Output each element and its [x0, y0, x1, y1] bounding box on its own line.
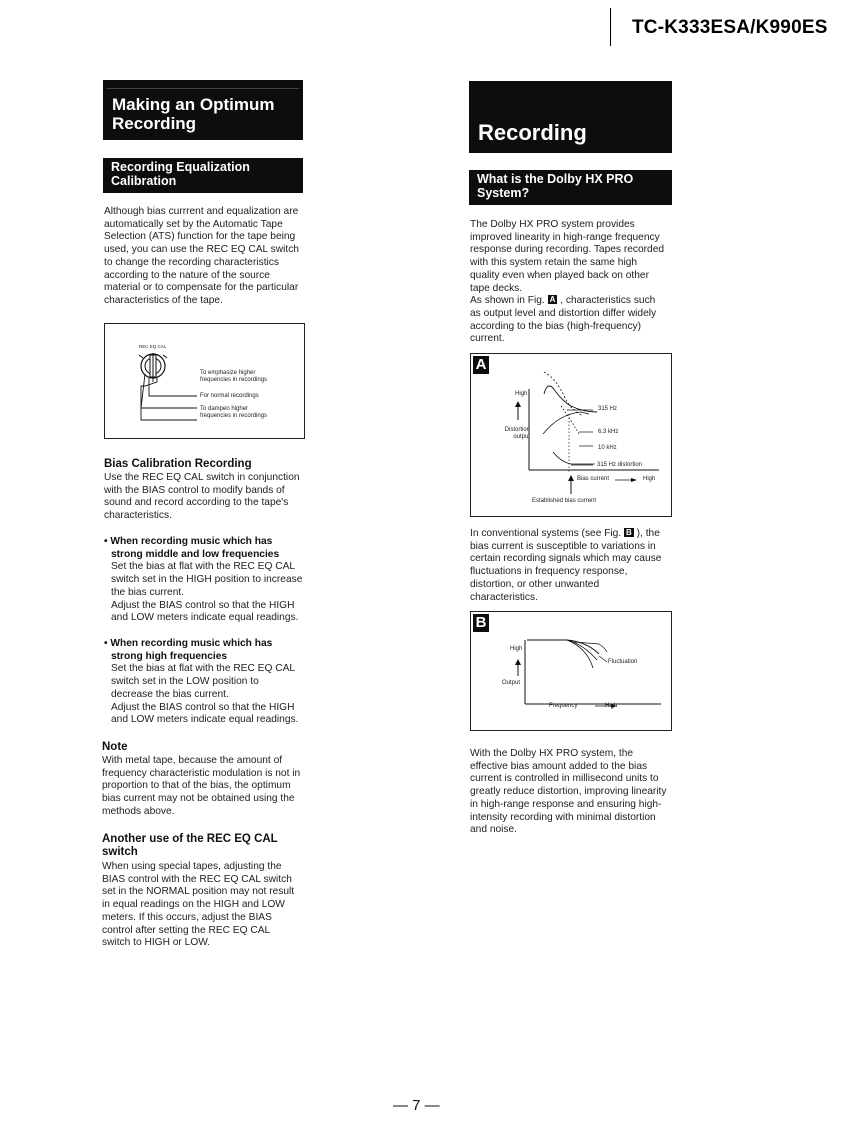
bullet-middle-low: • When recording music which has strong middle and low frequencies Set the bias at flat with the REC EQ CAL switch set in the HIGH position to increase the bias current. Adjust the BIAS control so that the HIGH and LOW meters indicate equal readings. [104, 536, 303, 624]
rec-eq-cal-figure [104, 323, 305, 439]
fig-b-ref-badge: B [626, 528, 632, 537]
curve-flat [527, 640, 599, 654]
subsection-title-dolby-hx-pro [469, 170, 672, 205]
callout-normal: For normal recordings [200, 393, 259, 399]
fig-b-fluctuation-label: Fluctuation [608, 659, 638, 665]
bias-calibration-paragraph: Use the REC EQ CAL switch in conjunction with the BIAS control to modify bands of sound and record according to the tape's characteristics. [104, 472, 300, 522]
bias-calibration-heading: Bias Calibration Recording [104, 458, 252, 470]
subtitle-line: Recording Equalization [111, 160, 250, 174]
subtitle-line: System? [477, 186, 530, 200]
fig-a-ref-badge: A [549, 295, 556, 305]
figure-a-bias-distortion [470, 353, 672, 517]
another-use-paragraph: When using special tapes, adjusting the BIAS control with the REC EQ CAL switch set in the NORMAL position may not result in equal readings on the HIGH and LOW meters. If this occurs, adjust the BIAS control after setting the REC EQ CAL switch to HIGH or LOW. [102, 861, 295, 949]
model-number: TC-K333ESA/K990ES [632, 17, 828, 38]
fig-a-y-high: High [515, 391, 528, 397]
section-title-optimum-recording [103, 80, 303, 140]
figure-a-label: A [473, 356, 489, 374]
another-use-heading: Another use of the REC EQ CAL switch [102, 833, 278, 858]
fig-a-10khz-label: 10 kHz [598, 445, 617, 451]
note-heading: Note [102, 741, 128, 753]
fig-a-caption: Established bias current [532, 498, 597, 504]
fig-b-x-label: Frequency [549, 703, 578, 709]
fig-b-x-high: High [605, 703, 618, 709]
fig-b-y-label: Output [502, 680, 521, 686]
curve-fluct-2 [567, 640, 593, 668]
figure-b-chart [471, 612, 671, 730]
dolby-outro-paragraph: With the Dolby HX PRO system, the effective bias amount added to the bias current is controlled in millisecond units to greatly reduce distortion, improving linearity in high-range response and ensuring high- intensity recording with minimal distortion and noise. [470, 748, 667, 836]
title-line: Making an Optimum [112, 95, 275, 114]
figure-b-frequency-output [470, 611, 672, 731]
curve-63khz [543, 412, 589, 434]
curve-distortion [553, 452, 595, 464]
title-line: Recording [112, 114, 197, 133]
intro-paragraph: Although bias currrent and equalization are automatically set by the Automatic Tape Selection (ATS) function for the tape being used, you can use the REC EQ CAL switch to change the recording characteristics according to the nature of the source material or to compensate for the particular characteristics of the tape. [104, 206, 299, 306]
page-number: — 7 — [393, 1097, 440, 1114]
subtitle-line: What is the Dolby HX PRO [477, 172, 634, 186]
switch-label: REC EQ CAL [139, 344, 167, 349]
dolby-intro-paragraph: The Dolby HX PRO system provides improved linearity in high-range frequency response during recording. Tapes recorded with this system retain the same high quality even when played back on other tape decks. As shown in Fig. A , characteristics such as output level and distortion differ widely according to the bias (high-frequency) current. [470, 219, 665, 345]
header-divider [610, 8, 611, 46]
subsection-title-eq-calibration [103, 158, 303, 193]
subtitle-line: Calibration [111, 174, 177, 188]
fig-a-y-label: Distortion output [504, 427, 530, 440]
figure-b-label: B [473, 614, 489, 632]
note-paragraph: With metal tape, because the amount of frequency characteristic modulation is not in proportion to that of the bias, the optimum bias current may not be obtained using the methods above. [102, 755, 301, 817]
fig-a-63khz-label: 6.3 kHz [598, 429, 619, 435]
fig-a-315hz-label: 315 Hz [598, 406, 618, 412]
fig-b-y-high: High [510, 646, 523, 652]
fig-a-x-high: High [643, 476, 656, 482]
section-title-recording: Recording [469, 81, 672, 153]
curve-output [544, 386, 597, 412]
bullet-high: • When recording music which has strong high frequencies Set the bias at flat with the REC EQ CAL switch set in the LOW position to decrease the bias current. Adjust the BIAS control so that the HIGH and LOW meters indicate equal readings. [104, 638, 299, 726]
callout-emphasize: To emphasize higher frequencies in recordings [200, 370, 268, 383]
fig-a-distortion-label: 315 Hz distortion [597, 462, 643, 468]
callout-dampen: To dampen higher frequencies in recordings [200, 406, 268, 419]
fig-a-x-label: Bias current [577, 476, 610, 482]
conventional-systems-paragraph: In conventional systems (see Fig. B ), the bias current is susceptible to variations in certain recording signals which may cause fluctuations in frequency response, distortion, or other unwanted characteristics. [470, 528, 662, 603]
